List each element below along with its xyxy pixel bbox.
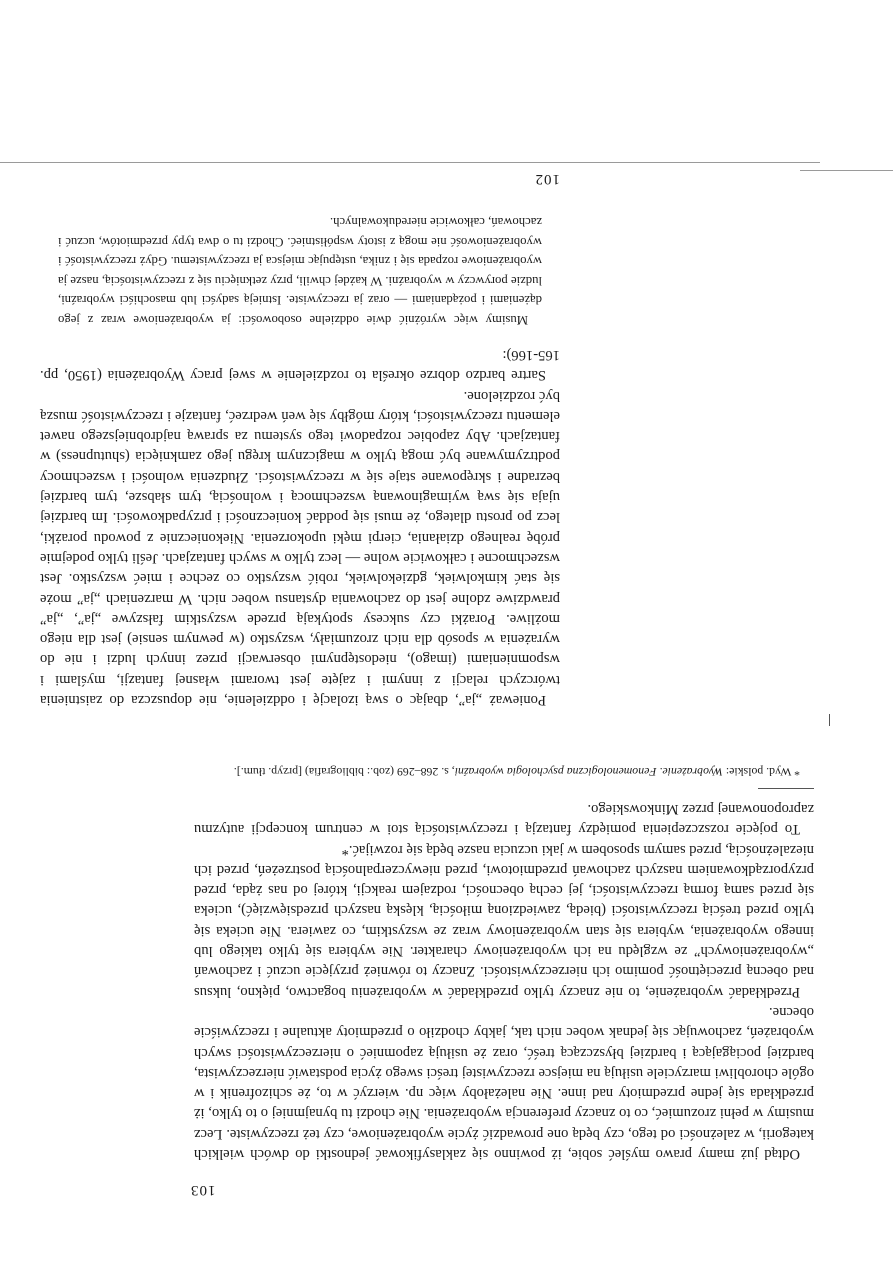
footnote-title: Wyobrażenie. Fenomenologiczna psychologia wyobraźni, xyxy=(451,764,723,779)
footnote-rule xyxy=(758,788,814,789)
page-103-text-column xyxy=(194,764,814,1164)
footnote xyxy=(194,764,814,780)
page-103-paragraph-2: Przedkładać wyobrażenie, to nie znaczy tylko przedkładać w wyobrażeniu bogactwo, piękno, luksus nad obecną przeciętność pomimo ich nierzeczywistości. Znaczy to również przyjęcie uczuć i zachowań „wyobrażeniowych” ze względu na ich wyobrażeniowy charakter. Nie wybiera się tylko takiego lub innego wyobrażenia, wybiera się stan wyobrażeniowy wraz ze wszystkim, co zawiera. Nie ucieka się tylko przed treścią rzeczywistości (biedą, zawiedzioną miłością, klęską naszych przedsięwzięć), ucieka się przed samą formą rzeczywistości, jej cechą obecności, rodzajem reakcji, której od nas żąda, przed przyporządkowaniem naszych zachowań przedmiotowi, przed niewyczerpalnością postrzeżeń, przed ich niezależnością, przed samym sposobem w jaki uczucia nasze będą się rozwijać.* xyxy=(194,841,814,1000)
scan-fold-line-left xyxy=(0,162,820,163)
page-103 xyxy=(190,718,854,1198)
page-103-paragraph-3: To pojęcie rozszczepienia pomiędzy fantazją i rzeczywistością stoi w centrum koncepcji autyzmu zaproponowanej przez Minkowskiego. xyxy=(194,800,814,838)
page-102-quote: Musimy więc wyróżnić dwie oddzielne osobowości: ja wyobrażeniowe wraz z jego dążeniami i pożądaniami — oraz ja rzeczywiste. Istnieją sadyści lub masochiści wyobraźni, ludzie porywczy w wyobraźni. W każdej chwili, przy zetknięciu się z rzeczywistością, nasze ja wyobrażeniowe rozpada się i znika, ustępując miejsca ja rzeczywistemu. Gdyż rzeczywistość i wyobrażeniowość nie mogą z istoty współistnieć. Chodzi tu o dwa typy przedmiotów, uczuć i zachowań, całkowicie nieredukowalnych. xyxy=(58,215,542,327)
page-number-103: 103 xyxy=(190,1182,216,1198)
scan-fold-line-right xyxy=(800,170,893,171)
footnote-lead: * Wyd. polskie: xyxy=(725,764,800,779)
page-number-102: 102 xyxy=(534,171,560,187)
footnote-tail: s. 268–269 (zob.: bibliografia) [przyp. tłum.]. xyxy=(233,764,449,779)
page-102-paragraph-1: Ponieważ „ja”, dbając o swą izolację i oddzielenie, nie dopuszcza do zaistnienia twórczych relacji z innymi i zajęte jest tworami własnej fantazji, myślami i wspomnieniami (imago), niedostępnymi obserwacji przez innych ludzi i nie do wyrażenia w sposób dla nich zrozumiały, wszystko (w pewnym sensie) jest dla niego możliwe. Porażki czy sukcesy spotykają przede wszystkim fałszywe „ja”, „ja” prawdziwe zdolne jest do zachowania dystansu wobec nich. W marzeniach „ja” może się stać kimkolwiek, gdziekolwiek, robić wszystko co zechce i mieć wszystko. Jest wszechmocne i całkowicie wolne — lecz tylko w swych fantazjach. Jeśli tylko podejmie próbę realnego działania, cierpi męki upokorzenia. Niekoniecznie z powodu porażki, lecz po prostu dlatego, że musi się poddać konieczności i przypadkowości. Im bardziej ujaja się swą wyimaginowaną wszechmocą i wolnością, tym słabsze, tym bardziej bezradne i skrępowane staje się w rzeczywistości. Złudzenia wolności i wszechmocy podtrzymywane być mogą tylko w magicznym kręgu jego zamknięcia (shutupness) w fantazjach. Aby zapobiec rozpadowi tego systemu za sprawą najdrobniejszego nawet elementu rzeczywistości, który mógłby się weń wedrzeć, fantazje i rzeczywistość muszą być rozdzielone. xyxy=(40,387,560,708)
page-102 xyxy=(40,170,560,710)
page-102-paragraph-2: Sartre bardzo dobrze określa to rozdzielenie w swej pracy Wyobrażenia (1950, pp. 165-166): xyxy=(40,346,560,384)
page-103-paragraph-1: Odtąd już mamy prawo myśleć sobie, iż powinno się zaklasyfikować jednostki do dwóch wielkich kategorii, w zależności od tego, czy będą one prowadzić życie wyobrażeniowe, czy też rzeczywiste. Lecz musimy w pełni zrozumieć, co to znaczy preferencja wyobrażenia. Nie chodzi tu bynajmniej o to tylko, iż przedkłada się jedne przedmioty nad inne. Nie należałoby więc np. wierzyć w to, że schizofrenik i w ogóle chorobliwi marzyciele usiłują na miejsce rzeczywistej treści swego życia podstawić nierzeczywista, bardziej pociągającą i bardziej błyszczącą treść, oraz że usiłują zapomnieć o nierzeczywistości swych wyobrażeń, zachowując się jednak wobec nich tak, jakby chodziło o przedmioty aktualne i rzeczywiście obecne. xyxy=(194,1003,814,1162)
